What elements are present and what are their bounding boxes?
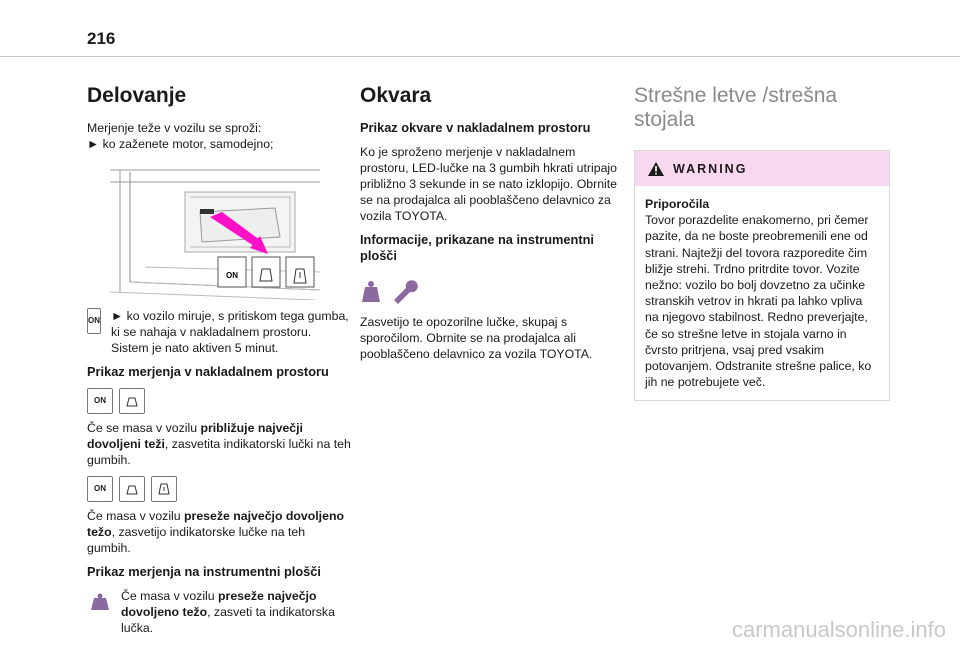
press-button-row (87, 308, 352, 356)
intro-bullet: ► ko zaženete motor, samodejno; (87, 137, 274, 151)
page-number: 216 (87, 29, 116, 48)
icons-near-limit (87, 388, 352, 414)
heading-load-display: Prikaz merjenja v nakladalnem prostoru (87, 364, 329, 379)
intro-text: Merjenje teže v vozilu se sproži: (87, 121, 262, 135)
cluster-row (87, 588, 352, 636)
fault-text: Ko je sproženo merjenje v nakladalnem prostoru, LED-lučke na 3 gumbih hkrati utripajo približno 3 sekunde in se nato izklopijo. Obrnite se na prodajalca ali pooblaščeno delavnico za vozila TOYOTA. (360, 145, 618, 223)
warning-triangle-icon (647, 161, 665, 177)
cargo-area-illustration (90, 162, 332, 300)
column-fault (360, 84, 625, 362)
cluster-text: Če masa v vozilu preseže največjo dovoljeno težo, zasveti ta indikatorska lučka. (121, 589, 335, 635)
overload-warning-icon (87, 592, 113, 612)
warning-subtitle: Priporočila (645, 197, 710, 211)
weight-warning-icon (360, 278, 382, 304)
overload-lit-icon (151, 476, 177, 502)
on-lit-icon-2: ON (87, 476, 113, 502)
load-weight-lit-icon-2 (119, 476, 145, 502)
section-title-roof-rails: Strešne letve /strešna stojala (634, 84, 838, 131)
on-button-label: ON (226, 271, 238, 280)
heading-cluster-info: Informacije, prikazane na instrumentni plošči (360, 232, 594, 263)
over-limit-text: Če masa v vozilu preseže največjo dovoljeno težo, zasvetijo indikatorske lučke na teh gumbih. (87, 509, 344, 555)
near-limit-text: Če se masa v vozilu približuje največji dovoljeni teži, zasvetita indikatorski lučki na teh gumbih. (87, 421, 351, 467)
press-button-text: ► ko vozilo miruje, s pritiskom tega gumba, ki se nahaja v nakladalnem prostoru. Sistem je nato aktiven 5 minut. (111, 309, 349, 355)
on-button-icon: ON (87, 308, 101, 334)
section-title-fault: Okvara (360, 84, 432, 107)
column-operation (87, 84, 352, 636)
wrench-icon (390, 278, 418, 304)
on-lit-icon: ON (87, 388, 113, 414)
warning-header (635, 151, 889, 186)
section-title-operation: Delovanje (87, 84, 187, 107)
warning-body (635, 186, 889, 400)
icons-over-limit (87, 476, 352, 502)
heading-cluster-display: Prikaz merjenja na instrumentni plošči (87, 564, 321, 579)
warning-box (634, 150, 890, 401)
cluster-info-text: Zasvetijo te opozorilne lučke, skupaj s sporočilom. Obrnite se na prodajalca ali pooblaščeno delavnico za vozila TOYOTA. (360, 315, 593, 361)
column-roof-rails (634, 84, 899, 401)
load-weight-lit-icon (119, 388, 145, 414)
fault-warning-icons (360, 278, 625, 304)
heading-fault-display: Prikaz okvare v nakladalnem prostoru (360, 120, 591, 135)
header-divider (0, 56, 960, 57)
watermark: carmanualsonline.info (731, 617, 946, 642)
warning-label: WARNING (673, 161, 748, 176)
warning-text: Tovor porazdelite enakomerno, pri čemer pazite, da ne boste preobremenili ene od strani. Najtežji del tovora razporedite čim bližje strehi. Trdno pritrdite tovor. Vozite nežno: vozilo bo bolj dovzetno za učinke stranskih vetrov in hkrati pa lahko vpliva na njegovo stabilnost. Redno preverjajte, če so strešne letve in stojala varno in čvrsto pritrjena, vsaj pred vsakim potovanjem. Odstranite strešne palice, ko jih ne potrebujete več. (645, 213, 872, 390)
